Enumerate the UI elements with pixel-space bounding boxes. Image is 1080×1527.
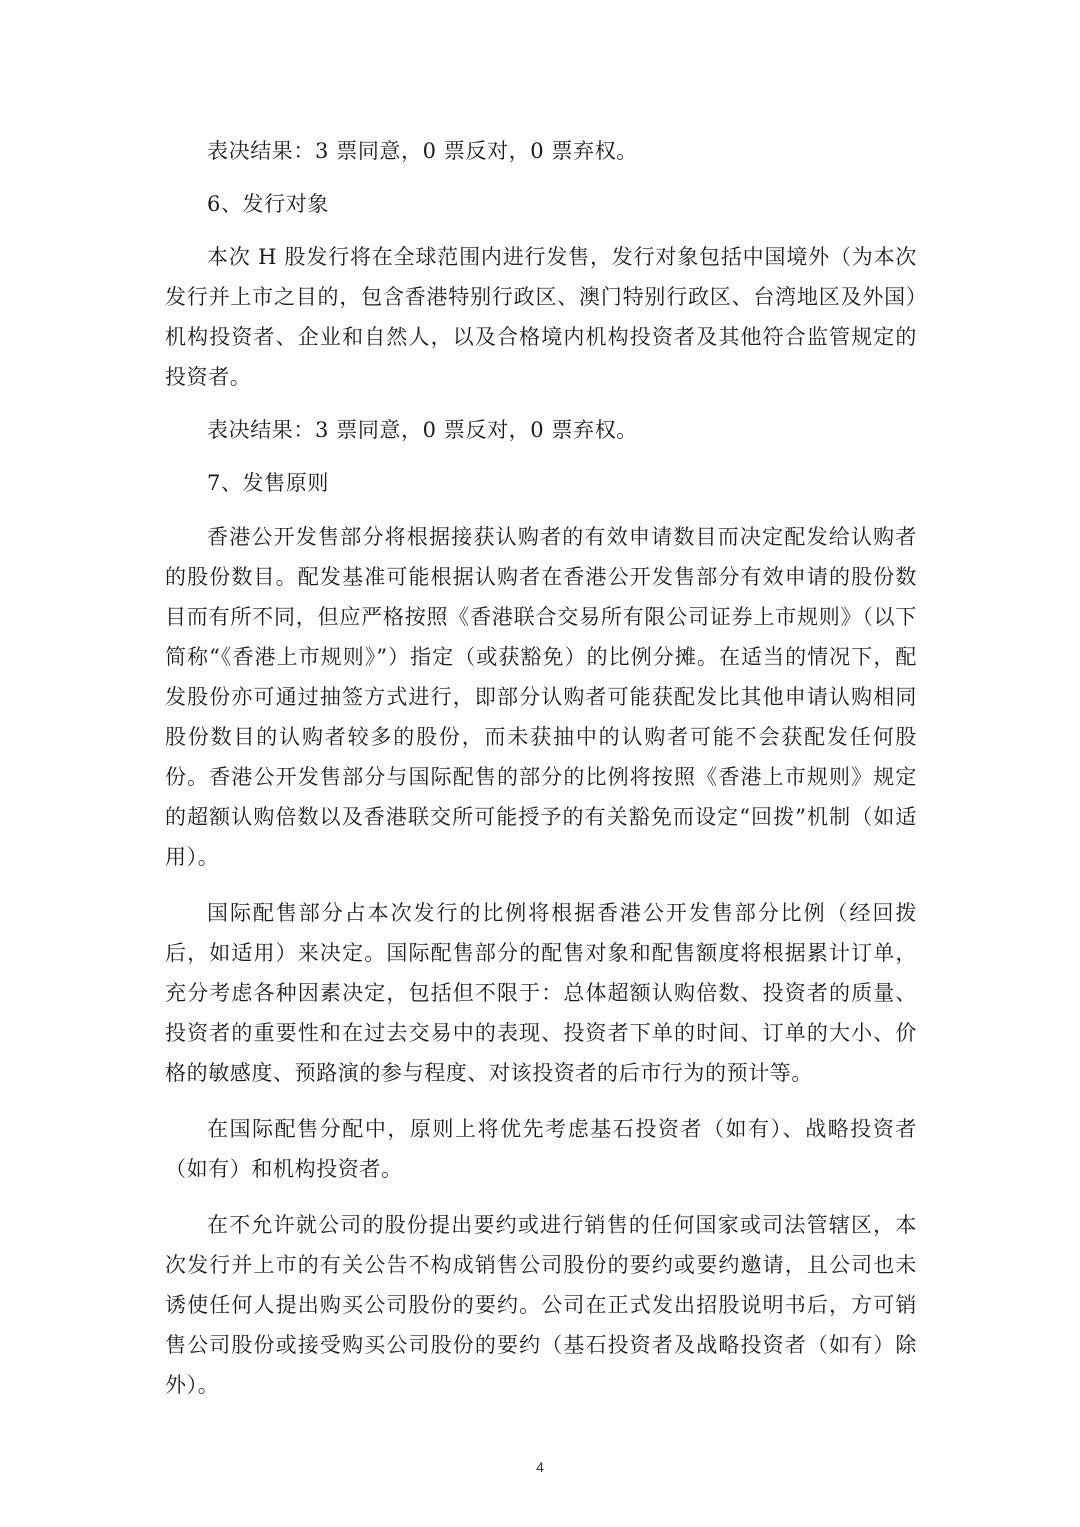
issuance-targets-paragraph: 本次 H 股发行将在全球范围内进行发售，发行对象包括中国境外（为本次发行并上市之目的，包含香港特别行政区、澳门特别行政区、台湾地区及外国）机构投资者、企业和自然人，以及合格境内机构投资者及其他符合监管规定的投资者。 <box>165 245 917 389</box>
international-placement-paragraph: 国际配售部分占本次发行的比例将根据香港公开发售部分比例（经回拨后，如适用）来决定。国际配售部分的配售对象和配售额度将根据累计订单，充分考虑各种因素决定，包括但不限于：总体超额认购倍数、投资者的质量、投资者的重要性和在过去交易中的表现、投资者下单的时间、订单的大小、价格的敏感度、预路演的参与程度、对该投资者的后市行为的预计等。 <box>165 901 917 1085</box>
page-number: 4 <box>536 1459 544 1475</box>
vote-result-2: 表决结果：3 票同意，0 票反对，0 票弃权。 <box>207 418 638 442</box>
document-body <box>165 131 917 1405</box>
offer-restriction-paragraph: 在不允许就公司的股份提出要约或进行销售的任何国家或司法管辖区，本次发行并上市的有关公告不构成销售公司股份的要约或要约邀请，且公司也未诱使任何人提出购买公司股份的要约。公司在正式发出招股说明书后，方可销售公司股份或接受购买公司股份的要约（基石投资者及战略投资者（如有）除外）。 <box>165 1213 917 1397</box>
public-offering-paragraph: 香港公开发售部分将根据接获认购者的有效申请数目而决定配发给认购者的股份数目。配发基准可能根据认购者在香港公开发售部分有效申请的股份数目而有所不同，但应严格按照《香港联合交易所有限公司证券上市规则》（以下简称“《香港上市规则》”）指定（或获豁免）的比例分摊。在适当的情况下，配发股份亦可通过抽签方式进行，即部分认购者可能获配发比其他申请认购相同股份数目的认购者较多的股份，而未获抽中的认购者可能不会获配发任何股份。香港公开发售部分与国际配售的部分的比例将按照《香港上市规则》规定的超额认购倍数以及香港联交所可能授予的有关豁免而设定“回拨”机制（如适用）。 <box>165 525 917 869</box>
vote-result-1: 表决结果：3 票同意，0 票反对，0 票弃权。 <box>207 139 638 163</box>
allocation-priority-paragraph: 在国际配售分配中，原则上将优先考虑基石投资者（如有）、战略投资者（如有）和机构投资者。 <box>165 1117 917 1181</box>
section-heading-7: 7、发售原则 <box>207 471 329 495</box>
section-heading-6: 6、发行对象 <box>207 192 329 216</box>
